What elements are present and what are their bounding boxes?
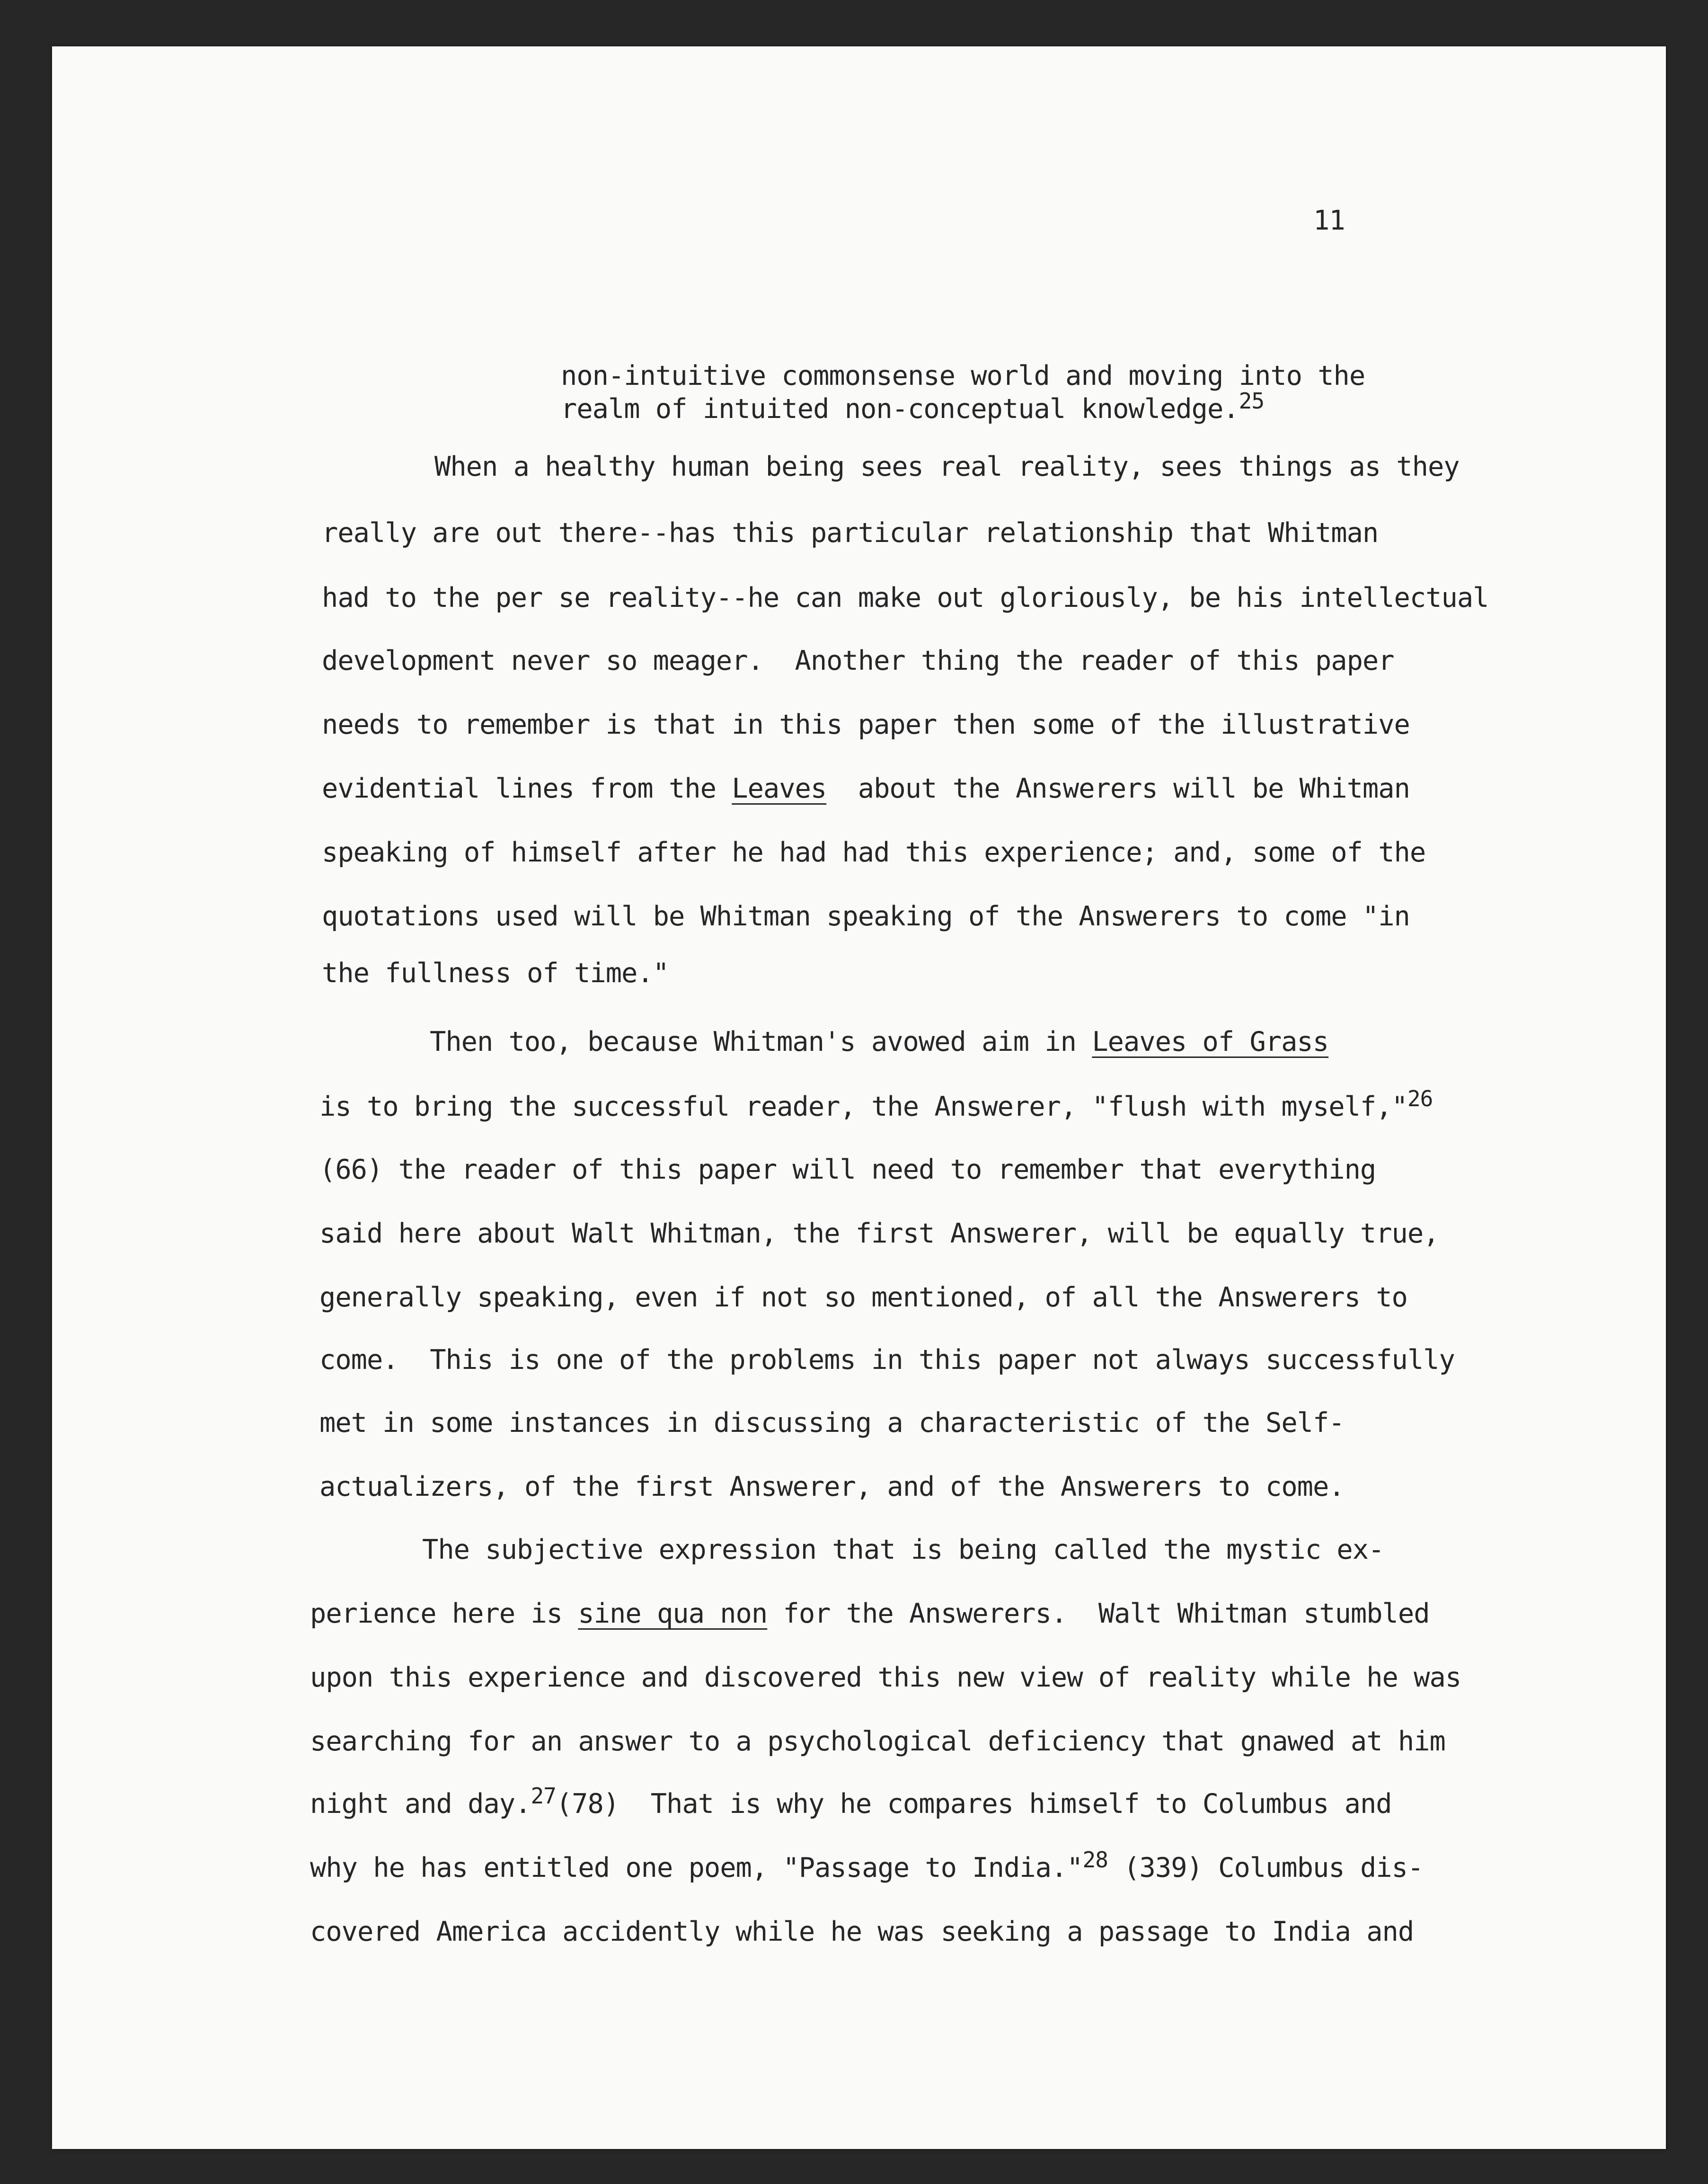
text-line: met in some instances in discussing a characteristic of the Self- bbox=[319, 1407, 1345, 1438]
text-line: come. This is one of the problems in this paper not always successfully bbox=[319, 1344, 1455, 1376]
underlined-phrase: sine qua non bbox=[578, 1598, 768, 1629]
text-line: is to bring the successful reader, the Answerer, "flush with myself,"$^{26}$ bbox=[319, 1086, 1433, 1122]
block-quote-line: non-intuitive commonsense world and moving into the bbox=[561, 360, 1365, 391]
text-line: really are out there--has this particular relationship that Whitman bbox=[322, 517, 1379, 549]
text-line: covered America accidently while he was seeking a passage to India and bbox=[310, 1916, 1414, 1947]
text-line: perience here is sine qua non for the Answerers. Walt Whitman stumbled bbox=[310, 1598, 1430, 1629]
text-line: quotations used will be Whitman speaking of the Answerers to come "in bbox=[322, 901, 1410, 932]
text-line: searching for an answer to a psychological deficiency that gnawed at him bbox=[310, 1726, 1445, 1757]
block-quote-line: realm of intuited non-conceptual knowledge.$^{25}$ bbox=[561, 388, 1265, 425]
underlined-title: Leaves bbox=[732, 773, 827, 804]
text-line: actualizers, of the first Answerer, and of the Answerers to come. bbox=[319, 1471, 1345, 1502]
text-line: The subjective expression that is being called the mystic ex- bbox=[422, 1534, 1384, 1565]
footnote-marker: 26 bbox=[1407, 1086, 1433, 1111]
footnote-marker: 25 bbox=[1239, 388, 1265, 414]
text-line: evidential lines from the Leaves about the Answerers will be Whitman bbox=[322, 773, 1410, 804]
text-line: why he has entitled one poem, "Passage to India."$^{28}$ (339) Columbus dis- bbox=[310, 1847, 1424, 1883]
text-line: generally speaking, even if not so mentioned, of all the Answerers to bbox=[319, 1282, 1407, 1313]
footnote-marker: 27 bbox=[531, 1783, 556, 1809]
text-line: said here about Walt Whitman, the first Answerer, will be equally true, bbox=[319, 1218, 1439, 1249]
underlined-title: Leaves of Grass bbox=[1092, 1026, 1329, 1057]
text-line: upon this experience and discovered this new view of reality while he was bbox=[310, 1662, 1461, 1693]
text-line: (66) the reader of this paper will need to remember that everything bbox=[319, 1154, 1376, 1185]
text-line: the fullness of time." bbox=[322, 958, 669, 989]
text-line: When a healthy human being sees real reality, sees things as they bbox=[434, 451, 1460, 482]
footnote-marker: 28 bbox=[1082, 1847, 1108, 1873]
page-number: 11 bbox=[1313, 205, 1345, 236]
text-line: development never so meager. Another thing the reader of this paper bbox=[322, 645, 1394, 676]
text-line: night and day.$^{27}$(78) That is why he compares himself to Columbus and bbox=[310, 1783, 1392, 1820]
text-line: had to the per se reality--he can make out gloriously, be his intellectual bbox=[322, 582, 1489, 613]
text-line: needs to remember is that in this paper then some of the illustrative bbox=[322, 709, 1410, 740]
text-line: speaking of himself after he had had this experience; and, some of the bbox=[322, 837, 1426, 868]
text-line: Then too, because Whitman's avowed aim in Leaves of Grass bbox=[430, 1026, 1329, 1057]
typed-page bbox=[52, 46, 1666, 2149]
